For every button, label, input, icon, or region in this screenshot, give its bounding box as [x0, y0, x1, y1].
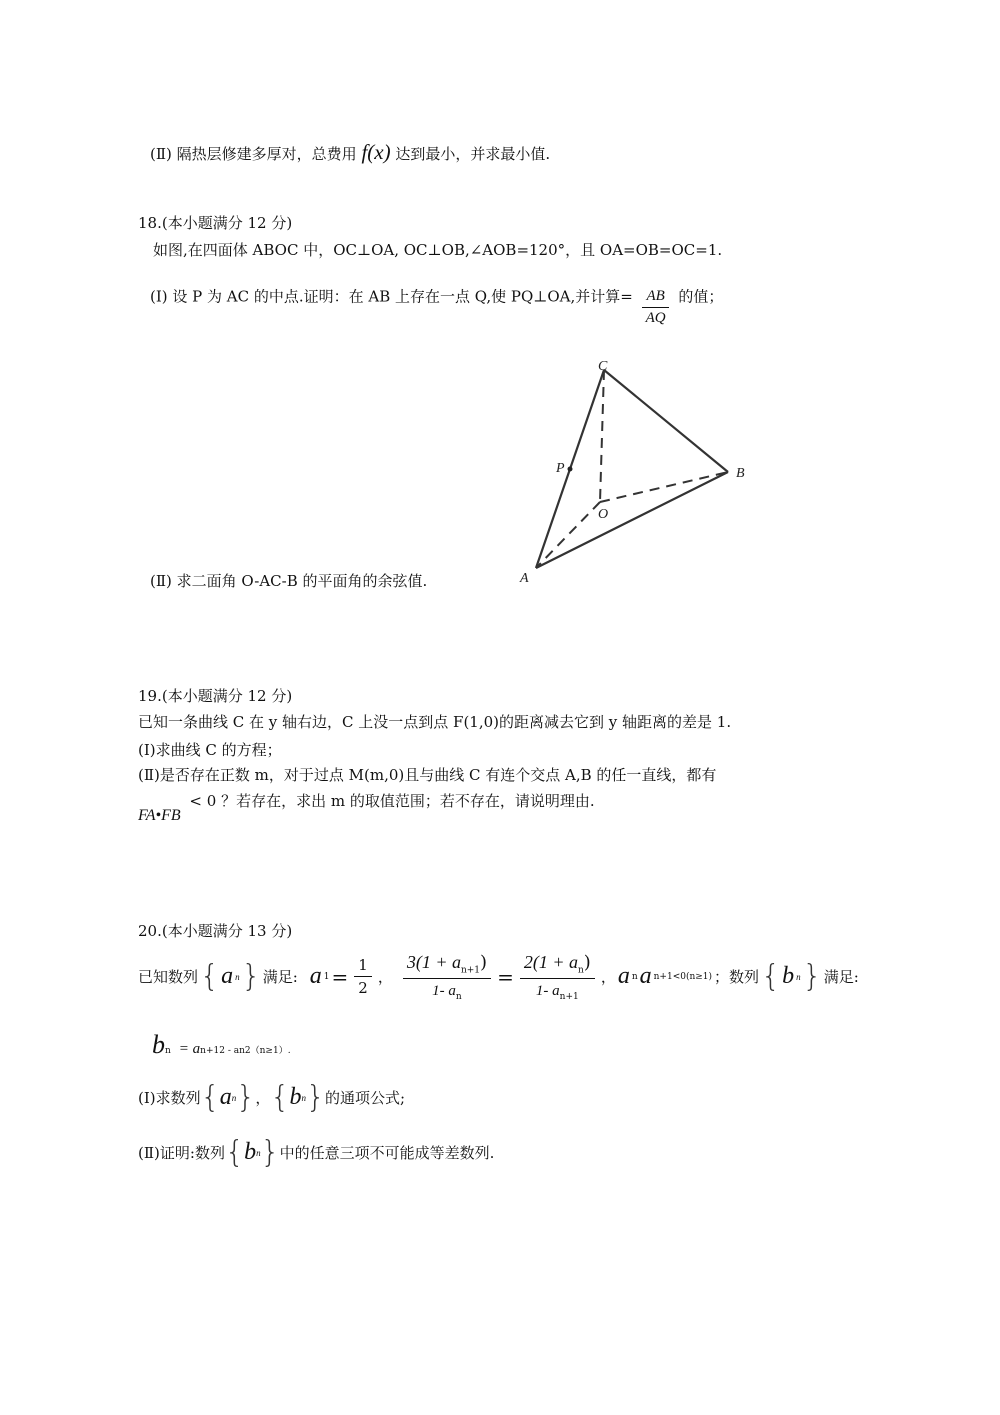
ab-over-aq-fraction	[642, 288, 670, 327]
lhs-fraction: $\frac{3(1 + a_{n+1})}{1- a_n}$	[403, 952, 491, 1002]
comma-2: ，	[600, 968, 616, 987]
equals-sign: =	[331, 964, 349, 989]
rhs-num-sub: n	[577, 965, 584, 976]
brace-right-p1b: }	[305, 1080, 326, 1115]
q20-part2	[138, 1135, 494, 1170]
bn-symbol: b	[152, 1030, 165, 1059]
half-fraction	[354, 956, 372, 997]
half-den: 2	[358, 979, 368, 998]
q20-bn-definition	[152, 1030, 291, 1060]
q20-part1-start: (Ⅰ)求数列	[138, 1089, 201, 1107]
lhs-num: 3(1 + a	[406, 952, 461, 972]
rhs-den-sub: n+1	[559, 991, 579, 1002]
bn-def-1-sub: n+1	[200, 1046, 220, 1056]
p1-seq-b: b	[289, 1084, 302, 1110]
q18-part1-end: 的值；	[678, 287, 724, 306]
equals-sign-2: =	[497, 964, 514, 989]
brace-left-p2: {	[224, 1135, 245, 1170]
bn-def-2: 2 - a	[219, 1046, 240, 1056]
q20-part1-end: 的通项公式;	[325, 1089, 406, 1107]
q20-part1	[138, 1080, 405, 1115]
frac-denominator: AQ	[645, 310, 666, 326]
cond-a: a	[617, 963, 630, 990]
label-O: O	[598, 507, 609, 522]
point-P	[568, 467, 573, 472]
frac-numerator: AB	[642, 288, 668, 308]
q19-part2: (Ⅱ)是否存在正数 m，对于过点 M(m,0)且与曲线 C 有连个交点 A,B 的任一直线，都有	[138, 766, 717, 784]
q20-header: 20.(本小题满分 13 分)	[138, 922, 293, 940]
q19-part1: (Ⅰ)求曲线 C 的方程；	[138, 741, 282, 759]
p1-comma: ，	[255, 1089, 271, 1107]
brace-right-p1a: }	[236, 1080, 256, 1115]
cond-a-sub: n	[631, 971, 638, 982]
brace-right-p2: }	[260, 1135, 280, 1170]
q19-part2-line2	[138, 790, 595, 824]
bn-def-3: 2（n≥1）.	[244, 1046, 291, 1056]
q19-part2-end: < 0 ？若存在，求出 m 的取值范围；若不存在，请说明理由.	[189, 792, 595, 810]
brace-left-p1b: {	[270, 1080, 290, 1115]
q20-line1	[138, 952, 859, 1002]
p2-seq-b-sub: n	[256, 1147, 261, 1158]
q17-part2-text: (Ⅱ) 隔热层修建多厚对，总费用	[150, 145, 357, 163]
edge-CB	[604, 370, 728, 472]
bn-sub: n	[165, 1046, 171, 1056]
q18-part1-text: (Ⅰ) 设 P 为 AC 的中点.证明：在 AB 上存在一点 Q,使 PQ⊥OA,并计算=	[150, 287, 633, 306]
brace-right: }	[241, 959, 261, 995]
a1-symbol: a	[309, 963, 322, 990]
lhs-den: 1- a	[432, 982, 456, 999]
lhs-num-sub: n+1	[460, 965, 481, 976]
seq-b: b	[782, 963, 795, 990]
fx-expression: f(x)	[361, 140, 391, 164]
cond-a2: a	[639, 963, 652, 990]
bn-def-2-sub: n	[239, 1046, 245, 1056]
p1-seq-b-sub: n	[301, 1092, 306, 1103]
q18-header: 18.(本小题满分 12 分)	[138, 214, 293, 232]
label-C: C	[598, 359, 608, 374]
lhs-den-sub: n	[455, 991, 462, 1002]
brace-left-b: {	[761, 959, 781, 995]
q20-part2-end: 中的任意三项不可能成等差数列.	[279, 1144, 495, 1162]
q18-part2: (Ⅱ) 求二面角 O-AC-B 的平面角的余弦值.	[150, 572, 428, 590]
a1-sub: 1	[323, 971, 330, 982]
label-A: A	[520, 571, 529, 586]
rhs-num: 2(1 + a	[523, 952, 578, 972]
label-B: B	[736, 466, 745, 481]
q19-header: 19.(本小题满分 12 分)	[138, 687, 293, 705]
brace-left: {	[200, 959, 220, 995]
seq-a: a	[221, 963, 234, 990]
vector-dot-product: FA•FB	[138, 807, 181, 824]
edge-CO	[600, 370, 604, 502]
seq-a-sub: n	[235, 971, 240, 982]
q18-part1	[150, 278, 724, 326]
q20-part2-start: (Ⅱ)证明:数列	[138, 1144, 225, 1162]
q19-intro: 已知一条曲线 C 在 y 轴右边，C 上没一点到点 F(1,0)的距离减去它到 y 轴距离的差是 1.	[138, 713, 732, 731]
q17-part2	[150, 140, 550, 165]
brace-right-b: }	[802, 959, 822, 995]
bn-def-1: = a	[178, 1041, 201, 1057]
comma: ，	[377, 968, 393, 987]
half-num: 1	[354, 956, 372, 977]
p1-seq-a-sub: n	[231, 1092, 237, 1103]
label-P: P	[556, 461, 565, 476]
p2-seq-b: b	[244, 1139, 257, 1165]
edge-OB	[600, 472, 728, 502]
q20-line1-start: 已知数列	[138, 968, 199, 987]
tetrahedron-figure	[500, 350, 770, 590]
q20-manzu2: 满足:	[823, 968, 859, 987]
p1-seq-a: a	[219, 1084, 232, 1110]
cond-small: n+1<0(n≥1)	[653, 971, 713, 982]
rhs-den: 1- a	[535, 982, 560, 999]
brace-left-p1a: {	[200, 1080, 220, 1115]
q20-manzu: 满足:	[262, 968, 298, 987]
q17-part2-end: 达到最小，并求最小值.	[395, 145, 551, 163]
rhs-fraction: $\frac{2(1 + a_n)}{1- a_{n+1}}$	[520, 952, 595, 1002]
seq-b-sub: n	[796, 971, 801, 982]
edge-OA	[536, 502, 600, 568]
q18-intro: 如图,在四面体 ABOC 中，OC⊥OA, OC⊥OB,∠AOB=120°，且 OA=OB=OC=1.	[153, 241, 723, 259]
seq-b-intro: ；数列	[714, 968, 760, 987]
